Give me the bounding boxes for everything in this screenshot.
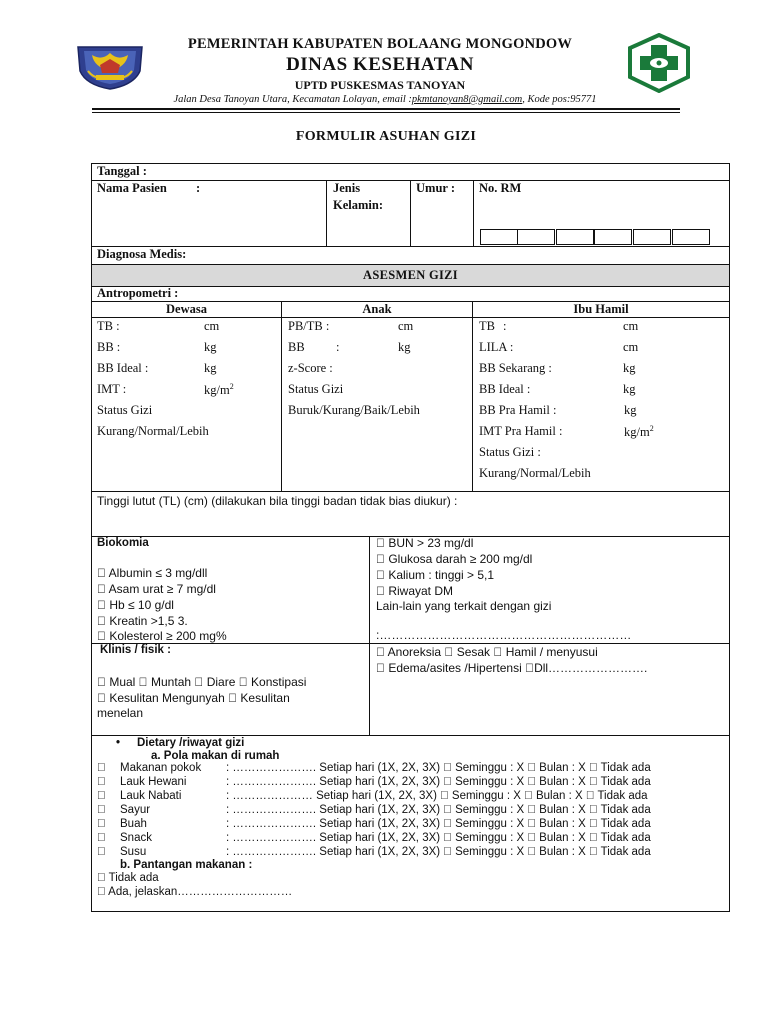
tanggal-label: Tanggal : — [97, 164, 147, 178]
anak-pbtb-unit: cm — [398, 319, 414, 333]
pola-makan-item-name: Susu — [120, 846, 147, 858]
ibu-lila-label: LILA : — [479, 340, 514, 354]
col-header-ibu-hamil: Ibu Hamil — [573, 302, 629, 316]
dewasa-imt-label: IMT : — [97, 382, 127, 396]
col-divider — [473, 180, 474, 246]
pola-makan-item-frequency[interactable]: : …………………. Setiap hari (1X, 2X, 3X)   Seminggu : X   Bulan : X   Tidak ada — [226, 776, 651, 788]
pola-makan-checkbox[interactable]:   — [97, 762, 106, 774]
ibu-tb-label: TB — [479, 319, 495, 333]
pola-makan-item-frequency[interactable]: : …………………. Setiap hari (1X, 2X, 3X)   Seminggu : X   Bulan : X   Tidak ada — [226, 762, 651, 774]
anak-zscore-label: z-Score : — [288, 361, 333, 375]
dewasa-status-options: Kurang/Normal/Lebih — [97, 424, 209, 438]
dietary-heading: Dietary /riwayat gizi — [137, 737, 245, 749]
header-address-line — [100, 94, 670, 105]
anak-bb-unit: kg — [398, 340, 411, 354]
col-divider — [369, 536, 370, 735]
rm-digit-box[interactable] — [633, 229, 671, 245]
pola-makan-checkbox[interactable]:   — [97, 846, 106, 858]
row-divider — [91, 643, 730, 644]
rm-digit-box[interactable] — [594, 229, 632, 245]
nama-pasien-label: Nama Pasien — [97, 181, 167, 195]
dewasa-bb-unit: kg — [204, 340, 217, 354]
email-link[interactable]: pkmtanoyan8@gmail.com — [411, 94, 523, 105]
pola-makan-checkbox[interactable]:   — [97, 776, 106, 788]
row-divider — [91, 286, 730, 287]
biokimia-item-kolesterol[interactable]:   Kolesterol ≥ 200 mg% — [97, 629, 227, 643]
dewasa-tb-label: TB : — [97, 319, 120, 333]
biokimia-lain-lain-field[interactable]: :……………………………………………………… — [376, 628, 632, 642]
ibu-bb-sekarang-label: BB Sekarang : — [479, 361, 552, 375]
ibu-tb-colon: : — [503, 319, 507, 333]
health-cross-logo — [626, 33, 692, 93]
pola-makan-item-name: Lauk Nabati — [120, 790, 182, 802]
pola-makan-checkbox[interactable]:   — [97, 790, 106, 802]
anak-status-gizi-label: Status Gizi — [288, 382, 344, 396]
klinis-anoreksia-options[interactable]:   Anoreksia   Sesak   Hamil / menyusui — [376, 645, 598, 659]
biokimia-item-hb[interactable]:   Hb ≤ 10 g/dl — [97, 598, 174, 612]
health-cross-icon — [626, 33, 692, 93]
ibu-bb-sekarang-unit: kg — [623, 361, 636, 375]
address-prefix: Jalan Desa Tanoyan Utara, Kecamatan Lolayan, email : — [173, 94, 412, 105]
pola-makan-checkbox[interactable]:   — [97, 804, 106, 816]
biokimia-heading: Biokomia — [97, 537, 149, 549]
col-divider — [472, 301, 473, 491]
asesmen-gizi-heading: ASESMEN GIZI — [92, 265, 729, 286]
row-divider — [91, 246, 730, 247]
ibu-imt-pra-hamil-unit: $kg/m^2$ — [624, 424, 654, 440]
row-divider — [91, 317, 730, 318]
rm-digit-box[interactable] — [672, 229, 710, 245]
klinis-edema-options[interactable]:   Edema/asites /Hipertensi  Dll……………………. — [376, 661, 648, 675]
pola-makan-checkbox[interactable]:   — [97, 832, 106, 844]
anak-status-options: Buruk/Kurang/Baik/Lebih — [288, 403, 420, 417]
no-rm-label: No. RM — [479, 181, 522, 195]
diagnosa-label: Diagnosa Medis: — [97, 247, 187, 261]
pola-makan-item-name: Lauk Hewani — [120, 776, 187, 788]
ibu-status-gizi-label: Status Gizi : — [479, 445, 541, 459]
pola-makan-item-frequency[interactable]: : ………………… Setiap hari (1X, 2X, 3X)   Seminggu : X   Bulan : X   Tidak ada — [226, 790, 648, 802]
biokimia-item-asam-urat[interactable]:   Asam urat ≥ 7 mg/dl — [97, 582, 216, 596]
anak-bb-colon: : — [336, 340, 340, 354]
header-divider-thick — [92, 108, 680, 110]
pola-makan-item-frequency[interactable]: : …………………. Setiap hari (1X, 2X, 3X)   Seminggu : X   Bulan : X   Tidak ada — [226, 804, 651, 816]
pantangan-ada-field[interactable]:   Ada, jelaskan………………………… — [97, 886, 293, 898]
pola-makan-item-name: Buah — [120, 818, 147, 830]
antropometri-label: Antropometri : — [97, 286, 179, 300]
dewasa-tb-unit: cm — [204, 319, 220, 333]
pantangan-tidak-ada[interactable]:   Tidak ada — [97, 872, 159, 884]
klinis-kesulitan-options[interactable]:   Kesulitan Mengunyah   Kesulitan — [97, 691, 290, 705]
pola-makan-item-name: Snack — [120, 832, 152, 844]
biokimia-item-albumin[interactable]:   Albumin ≤ 3 mg/dll — [97, 566, 208, 580]
regency-crest-logo — [74, 41, 146, 91]
header-government-line: PEMERINTAH KABUPATEN BOLAANG MONGONDOW — [187, 36, 573, 52]
rm-digit-box[interactable] — [556, 229, 594, 245]
nama-pasien-colon: : — [196, 181, 201, 195]
col-divider — [410, 180, 411, 246]
col-header-dewasa: Dewasa — [166, 302, 207, 316]
ibu-imt-pra-hamil-label: IMT Pra Hamil : — [479, 424, 563, 438]
header-puskesmas-line: UPTD PUSKESMAS TANOYAN — [294, 78, 466, 92]
ibu-bb-ideal-label: BB Ideal : — [479, 382, 531, 396]
ibu-lila-unit: cm — [623, 340, 639, 354]
pantangan-heading: b. Pantangan makanan : — [120, 859, 253, 871]
dewasa-bb-label: BB : — [97, 340, 121, 354]
address-suffix: , Kode pos:95771 — [522, 94, 597, 105]
ibu-status-options: Kurang/Normal/Lebih — [479, 466, 591, 480]
anak-pbtb-label: PB/TB : — [288, 319, 330, 333]
biokimia-item-riwayat-dm[interactable]:   Riwayat DM — [376, 584, 454, 598]
pola-makan-heading: a. Pola makan di rumah — [151, 750, 280, 762]
col-header-anak: Anak — [362, 302, 392, 316]
form-title: FORMULIR ASUHAN GIZI — [295, 129, 477, 144]
header-divider-thin — [92, 112, 680, 113]
ibu-bb-ideal-unit: kg — [623, 382, 636, 396]
dewasa-bb-ideal-unit: kg — [204, 361, 217, 375]
rm-digit-box[interactable] — [517, 229, 555, 245]
tinggi-lutut-label: Tinggi lutut (TL) (cm) (dilakukan bila tinggi badan tidak bias diukur) : — [97, 494, 458, 508]
pola-makan-item-name: Makanan pokok — [120, 762, 202, 774]
klinis-heading: Klinis / fisik : — [100, 644, 171, 656]
pola-makan-item-frequency[interactable]: : …………………. Setiap hari (1X, 2X, 3X)   Seminggu : X   Bulan : X   Tidak ada — [226, 818, 651, 830]
biokimia-item-glukosa[interactable]:   Glukosa darah ≥ 200 mg/dl — [376, 552, 533, 566]
ibu-tb-unit: cm — [623, 319, 639, 333]
kelamin-label: Kelamin: — [333, 198, 383, 212]
ibu-bb-pra-hamil-unit: kg — [624, 403, 637, 417]
anak-bb-label: BB — [288, 340, 305, 354]
ibu-bb-pra-hamil-label: BB Pra Hamil : — [479, 403, 557, 417]
row-divider — [91, 491, 730, 492]
umur-label: Umur : — [416, 181, 456, 195]
dewasa-bb-ideal-label: BB Ideal : — [97, 361, 149, 375]
biokimia-lain-lain-label: Lain-lain yang terkait dengan gizi — [376, 599, 552, 613]
biokimia-item-bun[interactable]:   BUN > 23 mg/dl — [376, 536, 474, 550]
biokimia-item-kalium[interactable]:   Kalium : tinggi > 5,1 — [376, 568, 495, 582]
dewasa-imt-unit: $kg/m^2$ — [204, 382, 234, 398]
biokimia-item-kreatin[interactable]:   Kreatin >1,5 3. — [97, 614, 188, 628]
pola-makan-checkbox[interactable]:   — [97, 818, 106, 830]
dewasa-status-gizi-label: Status Gizi — [97, 403, 153, 417]
klinis-menelan-text: menelan — [97, 706, 144, 720]
col-divider — [326, 180, 327, 246]
crest-shield-icon — [74, 41, 146, 91]
rm-digit-box[interactable] — [480, 229, 518, 245]
row-divider — [91, 735, 730, 736]
pola-makan-item-frequency[interactable]: : …………………. Setiap hari (1X, 2X, 3X)   Seminggu : X   Bulan : X   Tidak ada — [226, 846, 651, 858]
jenis-label: Jenis — [333, 181, 361, 195]
pola-makan-item-name: Sayur — [120, 804, 151, 816]
col-divider — [281, 301, 282, 491]
header-department-line: DINAS KESEHATAN — [286, 54, 474, 75]
klinis-gi-options[interactable]:   Mual   Muntah   Diare   Konstipasi — [97, 675, 307, 689]
pola-makan-item-frequency[interactable]: : …………………. Setiap hari (1X, 2X, 3X)   Seminggu : X   Bulan : X   Tidak ada — [226, 832, 651, 844]
dietary-bullet: • — [116, 737, 121, 749]
